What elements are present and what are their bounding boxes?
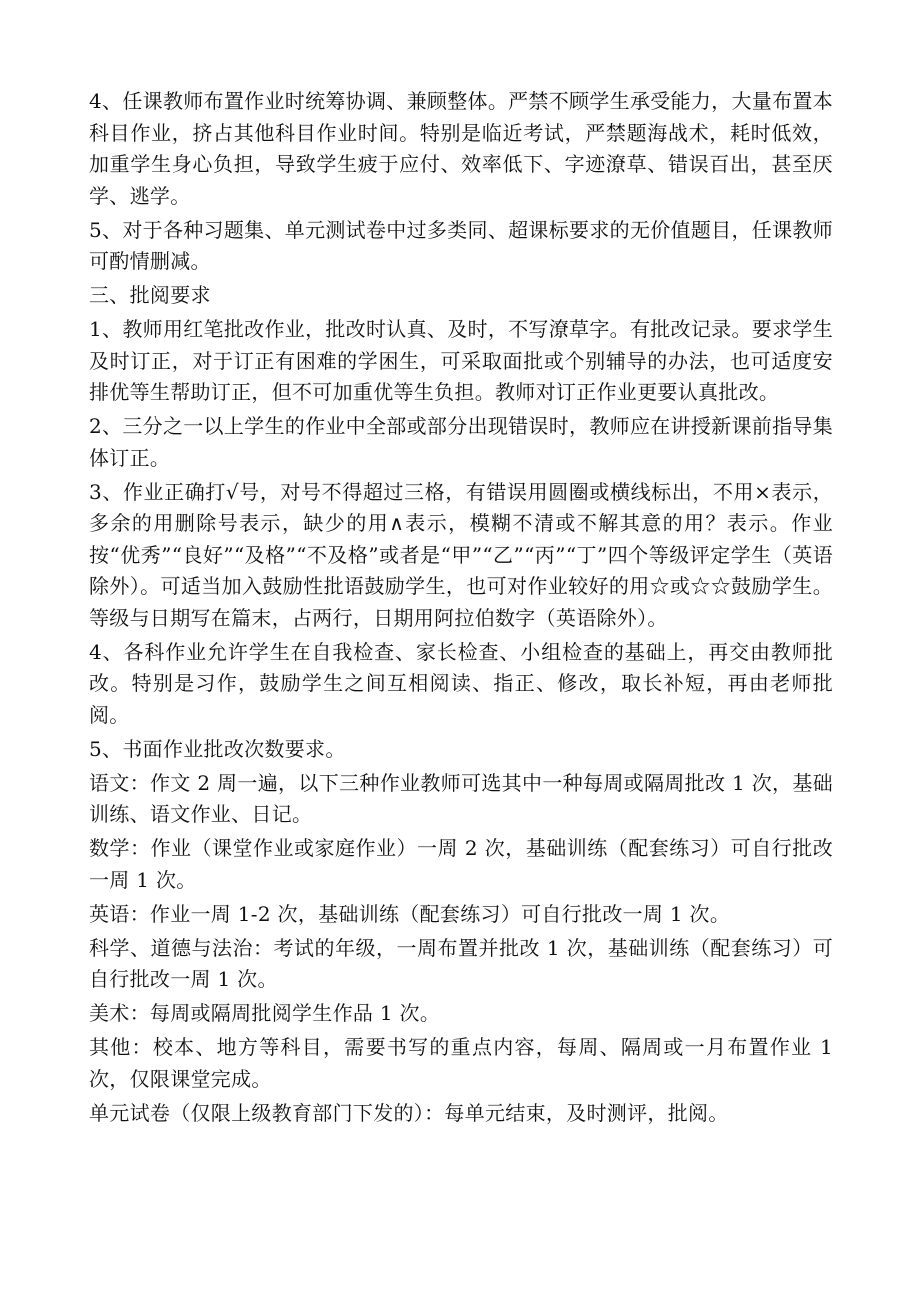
paragraph-english-subject: 英语：作业一周 1-2 次，基础训练（配套练习）可自行批改一周 1 次。: [89, 901, 731, 926]
paragraph-item-4-peer-review: 4、各科作业允许学生在自我检查、家长检查、小组检查的基础上，再交由教师批改。特别是习作，鼓励学生之间互相阅读、指正、修改，取长补短，再由老师批阅。: [89, 639, 833, 727]
paragraph-chinese-subject: 语文：作文 2 周一遍，以下三种作业教师可选其中一种每周或隔周批改 1 次，基础训练、语文作业、日记。: [89, 770, 833, 826]
document-body: [89, 86, 833, 1132]
paragraph-unit-tests: 单元试卷（仅限上级教育部门下发的）：每单元结束，及时测评，批阅。: [89, 1100, 729, 1125]
paragraph-item-2-collective-correction: 2、三分之一以上学生的作业中全部或部分出现错误时，教师应在讲授新课前指导集体订正。: [89, 414, 833, 470]
paragraph-science-ethics-subject: 科学、道德与法治：考试的年级，一周布置并批改 1 次，基础训练（配套练习）可自行批改一周 1 次。: [89, 935, 833, 991]
paragraph-item-5-exercise-reduction: 5、对于各种习题集、单元测试卷中过多类同、超课标要求的无价值题目，任课教师可酌情删减。: [89, 217, 833, 273]
paragraph-art-subject: 美术：每周或隔周批阅学生作品 1 次。: [89, 1001, 441, 1025]
paragraph-item-3-marking-symbols: 3、作业正确打√号，对号不得超过三格，有错误用圆圈或横线标出，不用×表示，多余的用删除号表示，缺少的用∧表示，模糊不清或不解其意的用？表示。作业按“优秀”“良好”“及格”“不及格”或者是“甲”“乙”“丙”“丁”四个等级评定学生（英语除外）。可适当加入鼓励性批语鼓励学生，也可对作业较好的用☆或☆☆鼓励学生。等级与日期写在篇末，占两行，日期用阿拉伯数字（英语除外）。: [89, 479, 833, 630]
paragraph-item-1-red-pen-grading: 1、教师用红笔批改作业，批改时认真、及时，不写潦草字。有批改记录。要求学生及时订正，对于订正有困难的学困生，可采取面批或个别辅导的办法，也可适度安排优等生帮助订正，但不可加重优等生负担。教师对订正作业更要认真批改。: [89, 317, 833, 404]
paragraph-item-5-grading-frequency: 5、书面作业批改次数要求。: [89, 736, 346, 761]
paragraph-math-subject: 数学：作业（课堂作业或家庭作业）一周 2 次，基础训练（配套练习）可自行批改一周 1 次。: [89, 836, 833, 892]
paragraph-other-subjects: 其他：校本、地方等科目，需要书写的重点内容，每周、隔周或一月布置作业 1 次，仅限课堂完成。: [89, 1035, 833, 1091]
section-heading-grading-requirements: 三、批阅要求: [89, 283, 211, 307]
paragraph-item-4-homework-coordination: 4、任课教师布置作业时统筹协调、兼顾整体。严禁不顾学生承受能力，大量布置本科目作业，挤占其他科目作业时间。特别是临近考试，严禁题海战术，耗时低效，加重学生身心负担，导致学生疲于应付、效率低下、字迹潦草、错误百出，甚至厌学、逃学。: [89, 89, 833, 208]
